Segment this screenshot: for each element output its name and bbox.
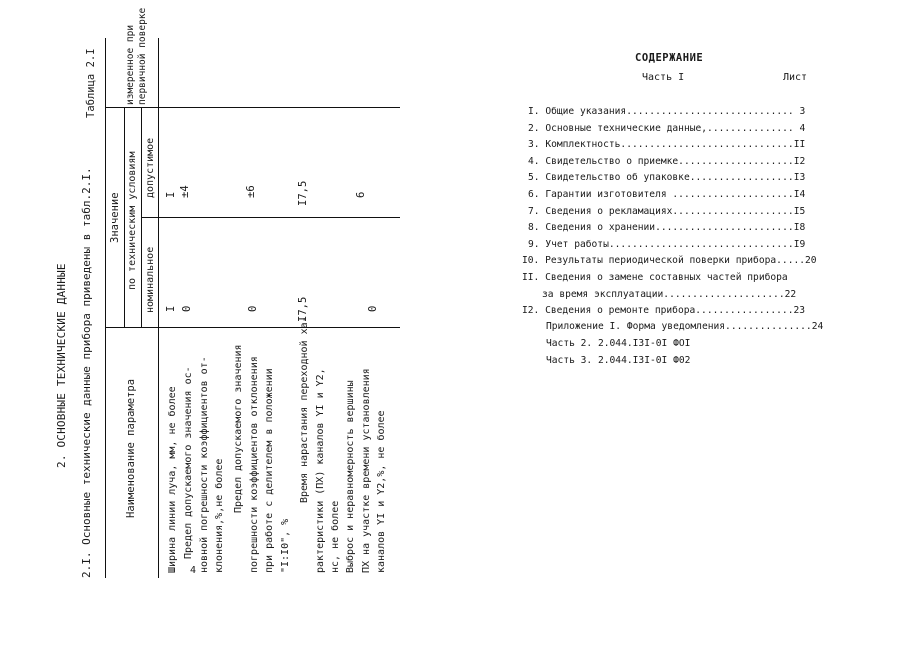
toc-item: 9. Учет работы................................I9 [528,238,806,250]
toc-item: за время эксплуатации.....................22 [542,288,797,300]
row-5-allowed: 6 [355,191,367,198]
toc-appendix-item: Приложение I. Форма уведомления...............24 [546,321,824,332]
toc-list [522,104,828,320]
row-2-allowed: ±4 [179,185,191,198]
toc-part-item: Часть 3. 2.044.I3I-0I Ф02 [546,355,691,366]
row-3-allowed: ±6 [245,185,257,198]
toc-part-item: Часть 2. 2.044.I3I-0I ФОI [546,338,691,349]
toc-item: I2. Сведения о ремонте прибора.................23 [522,305,806,317]
header-allowed: допустимое [145,137,156,198]
table-header-bottom-border [158,38,159,578]
toc-item: 8. Сведения о хранении........................I8 [528,222,806,234]
toc-sheet-label: Лист [783,72,808,83]
row-3-parameter: Предел допускаемого значения погрешности коэффициентов отклонения при работе с делителем в положении "I:I0", % [233,344,291,573]
allowed-column-border [105,107,400,108]
row-4-nominal: I7,5 [297,296,309,322]
section-title: 2. ОСНОВНЫЕ ТЕХНИЧЕСКИЕ ДАННЫЕ [55,263,68,468]
tech-conditions-divider [141,108,142,328]
row-5-nominal: 0 [367,305,379,312]
header-parameter: Наименование параметра [125,378,137,518]
header-nominal: номинальное [145,246,156,313]
row-3-nominal: 0 [247,305,259,312]
toc-title: СОДЕРЖАНИЕ [635,52,704,64]
toc-item: 6. Гарантии изготовителя .....................I4 [528,188,806,200]
parameter-column-border [105,327,400,328]
row-4-allowed: I7,5 [297,180,309,206]
row-1-parameter: Ширина линии луча, мм, не более [167,386,178,573]
header-measured-line1: измеренное при [125,24,136,105]
toc-item: 5. Свидетельство об упаковке..................I3 [528,172,806,184]
nominal-column-border [141,217,400,218]
table-subtitle: 2.I. Основные технические данные прибора приведены в табл.2.I. [80,167,93,578]
row-4-parameter: Время нарастания переходной ха- рактеристики (ПХ) каналов YI и Y2, нс, не более [299,316,341,573]
header-measured-line2: первичной поверке [137,7,148,105]
toc-item: 7. Сведения о рекламациях.....................I5 [528,205,806,217]
right-page [450,0,900,658]
toc-item: II. Сведения о замене составных частей прибора [522,271,788,283]
toc-item: I0. Результаты периодической поверки прибора.....20 [522,255,817,267]
header-tech-conditions: по техническим условиям [127,151,138,290]
toc-item: 4. Свидетельство о приемке....................I2 [528,155,806,167]
row-2-parameter: Предел допускаемого значения ос- новной погрешности коэффициентов от- клонения,%,не более [183,356,225,573]
table-top-border [105,38,106,578]
header-value: Значение [109,192,121,243]
row-2-nominal: 0 [181,305,193,312]
toc-item: 3. Комплектность..............................II [528,139,806,151]
value-header-divider [124,108,125,328]
toc-part-label: Часть I [642,72,685,83]
rotated-table-sheet [55,7,400,618]
toc-item: 2. Основные технические данные,............... 4 [528,122,806,134]
toc-item: I. Общие указания............................. 3 [528,106,806,117]
toc-appendix-list [546,318,823,369]
row-1-allowed: I [165,191,177,198]
table-label: Таблица 2.I [85,48,97,118]
row-1-nominal: I [165,305,177,312]
row-5-parameter: Выброс и неравномерность вершины ПХ на участке времени установления каналов YI и Y2,%, не более [345,368,387,573]
page-number: 4 [190,565,197,576]
